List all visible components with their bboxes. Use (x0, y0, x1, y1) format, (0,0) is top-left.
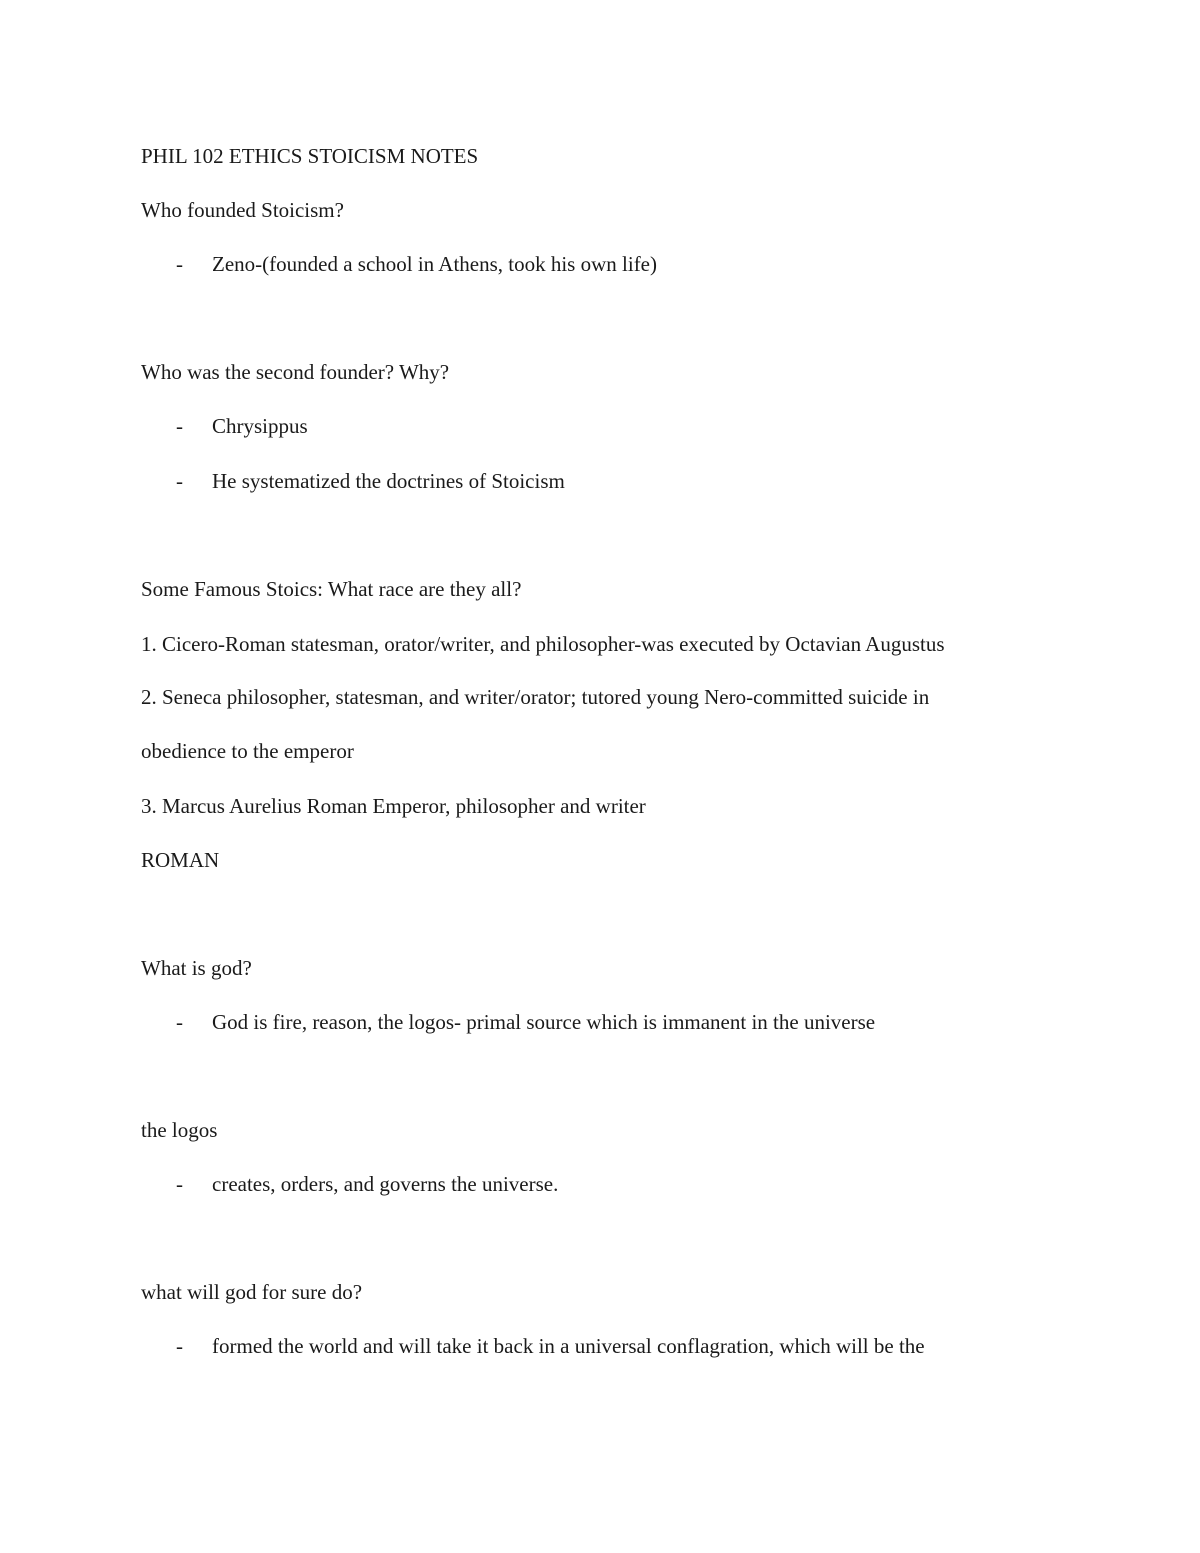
stoic-item-cicero: 1. Cicero-Roman statesman, orator/writer, and philosopher-was executed by Octavian Augustus (141, 632, 945, 656)
bullet-text: Zeno-(founded a school in Athens, took his own life) (212, 252, 657, 276)
question-who-founded: Who founded Stoicism? (141, 198, 344, 222)
bullet-marker: - (176, 1010, 183, 1034)
bullet-marker: - (176, 1172, 183, 1196)
document-title: PHIL 102 ETHICS STOICISM NOTES (141, 144, 479, 168)
bullet-text: He systematized the doctrines of Stoicism (212, 469, 565, 493)
question-what-is-god: What is god? (141, 956, 252, 980)
heading-the-logos: the logos (141, 1118, 218, 1142)
question-god-for-sure: what will god for sure do? (141, 1280, 363, 1304)
answer-roman: ROMAN (141, 848, 220, 872)
bullet-text: God is fire, reason, the logos- primal source which is immanent in the universe (212, 1010, 876, 1034)
bullet-marker: - (176, 1334, 183, 1358)
stoic-item-marcus: 3. Marcus Aurelius Roman Emperor, philosopher and writer (141, 794, 646, 818)
bullet-marker: - (176, 469, 183, 493)
question-famous-stoics: Some Famous Stoics: What race are they all? (141, 577, 522, 601)
bullet-text: formed the world and will take it back in a universal conflagration, which will be the (212, 1334, 925, 1358)
stoic-item-seneca-cont: obedience to the emperor (141, 739, 354, 763)
bullet-marker: - (176, 414, 183, 438)
bullet-marker: - (176, 252, 183, 276)
stoic-item-seneca: 2. Seneca philosopher, statesman, and writer/orator; tutored young Nero-committed suicide in (141, 685, 930, 709)
bullet-text: Chrysippus (212, 414, 308, 438)
question-second-founder: Who was the second founder? Why? (141, 360, 450, 384)
bullet-text: creates, orders, and governs the universe. (212, 1172, 559, 1196)
